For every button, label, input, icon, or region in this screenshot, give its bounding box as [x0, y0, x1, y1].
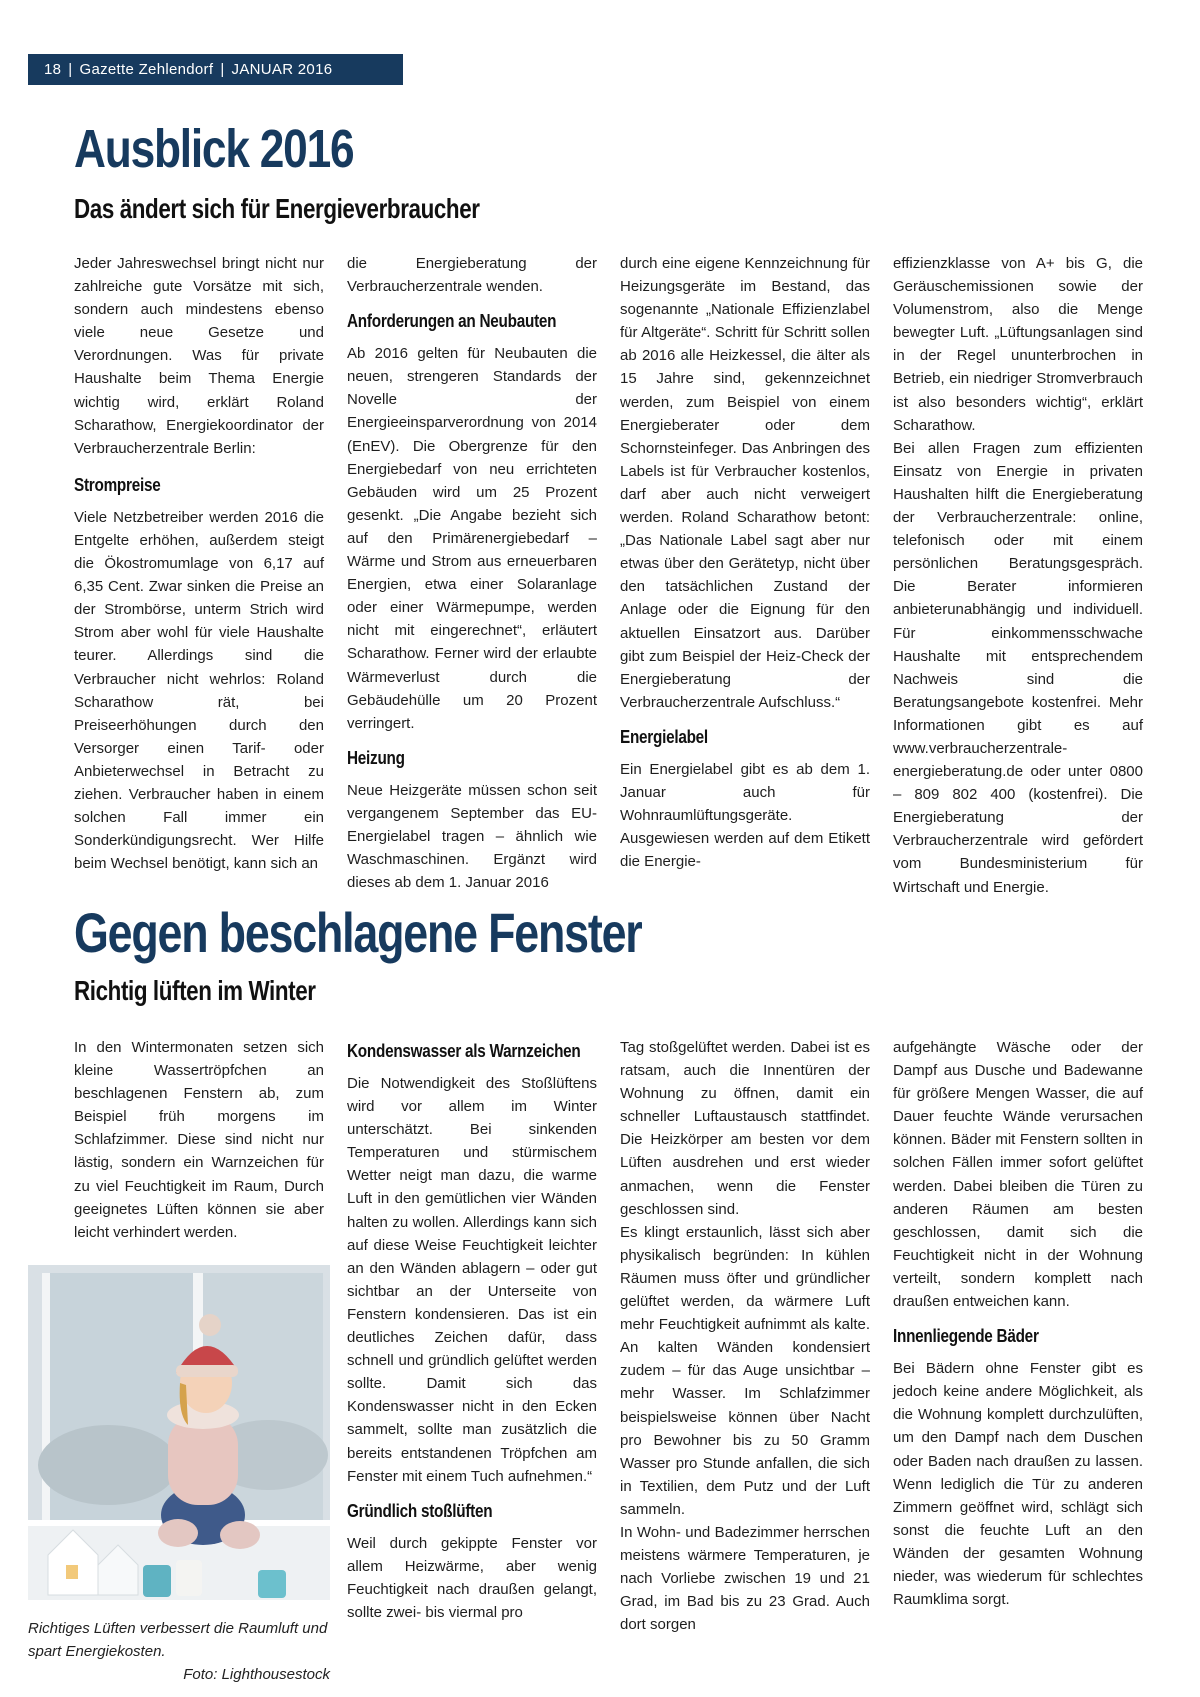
section-heading: Energielabel	[620, 726, 708, 747]
section-heading: Heizung	[347, 747, 405, 768]
paragraph: Es klingt erstaunlich, lässt sich aber physikalisch begründen: In kühlen Räumen muss öfter und gründlicher gelüftet werden, da wärmere Luft mehr Feuchtigkeit aufnimmt als kalte. An kalten Wänden kondensiert zudem – für das Auge unsichtbar – mehr Wasser. Im Schlafzimmer beispielsweise können über Nacht pro Bewohner bis zu 50 Gramm Wasser pro Stunde anfallen, die sich in Textilien, dem Putz und der Luft sammeln.	[620, 1223, 870, 1518]
paragraph: In Wohn- und Badezimmer herrschen meistens wärmere Temperaturen, je nach Vorliebe zwischen 19 und 21 Grad, im Bad bis zu 23 Grad. Auch dort sorgen	[620, 1523, 870, 1634]
paragraph: Neue Heizgeräte müssen schon seit vergangenem September das EU-Energielabel tragen – ähnlich wie Waschmaschinen. Ergänzt wird dieses ab dem 1. Januar 2016	[347, 781, 597, 892]
page-header	[28, 54, 403, 85]
section-heading: Kondenswasser als Warnzeichen	[347, 1041, 581, 1061]
article-intro: Jeder Jahreswechsel bringt nicht nur zahlreiche gute Vorsätze mit sich, sondern auch mindestens ebenso viele neue Gesetze und Verordnungen. Was für private Haushalte beim Thema Energie wichtig wird, erklärt Roland Scharathow, Energiekoordinator der Verbraucherzentrale Berlin:	[74, 255, 324, 457]
article-subtitle: Richtig lüften im Winter	[74, 975, 316, 1006]
paragraph: Bei allen Fragen zum effizienten Einsatz von Energie in privaten Haushalten hilft die Energieberatung der Verbraucherzentrale: online, telefonisch oder mit einem persönlichen Beratungsgespräch. Die Berater informieren anbieterunabhängig und individuell. Für einkommensschwache Haushalte mit entsprechendem Nachweis sind die Beratungsangebote kostenfrei. Mehr Informationen gibt es auf www.verbraucherzentrale-energieberatung.de oder unter 0800 – 809 802 400 (kostenfrei). Die Energieberatung der Verbraucherzentrale wird gefördert vom Bundesministerium für Wirtschaft und Energie.	[893, 439, 1143, 896]
section-heading: Gründlich stoßlüften	[347, 1500, 493, 1521]
paragraph: Ab 2016 gelten für Neubauten die neuen, strengeren Standards der Novelle der Energieeinsparverordnung von 2014 (EnEV). Die Obergrenze für den Energiebedarf von neu errichteten Gebäuden wird um 25 Prozent gesenkt. „Die Angabe bezieht sich auf den Primärenergiebedarf – Wärme und Strom aus erneuerbaren Energien, etwa einer Solaranlage oder einer Wärmepumpe, werden nicht mit eingerechnet“, erläutert Scharathow. Ferner wird der erlaubte Wärmeverlust durch die Gebäudehülle um 20 Prozent verringert.	[347, 345, 597, 732]
paragraph: Weil durch gekippte Fenster vor allem Heizwärme, aber wenig Feuchtigkeit nach draußen gelangt, sollte zwei- bis viermal pro	[347, 1534, 597, 1621]
article2-column-3	[620, 1036, 870, 1636]
publication-name: Gazette Zehlendorf	[79, 61, 214, 78]
paragraph: Die Notwendigkeit des Stoßlüftens wird vor allem im Winter unterschätzt. Bei sinkenden Temperaturen und stürmischem Wetter neigt man dazu, die warme Luft in den gemütlichen vier Wänden halten zu wollen. Allerdings kann sich auf diese Weise Feuchtigkeit leichter an den Wänden ablagern – oder gut sichtbar an der Unterseite von Fenstern kondensieren. Das ist ein deutliches Zeichen dafür, dass schnell und gründlich gelüftet werden sollte. Damit sich das Kondenswasser nicht in den Ecken sammelt, sollte man zusätzlich die bereits entstandenen Tröpfchen am Fenster mit einem Tuch aufnehmen.“	[347, 1075, 597, 1485]
article-subtitle: Das ändert sich für Energieverbraucher	[74, 193, 480, 224]
article2-column-1	[74, 1036, 324, 1244]
issue-date: JANUAR 2016	[231, 61, 333, 78]
article1-column-2	[347, 252, 597, 894]
article2-column-4	[893, 1036, 1143, 1611]
section-heading: Innenliegende Bäder	[893, 1326, 1039, 1347]
header-separator: |	[68, 61, 73, 78]
article2-column-2	[347, 1040, 597, 1624]
paragraph: Viele Netzbetreiber werden 2016 die Entgelte erhöhen, außerdem steigt die Ökostromumlage von 6,17 auf 6,35 Cent. Zwar sinken die Preise an der Strombörse, unterm Strich wird Strom aber wohl für viele Haushalte teurer. Allerdings sind die Verbraucher nicht wehrlos: Roland Scharathow rät, bei Preiseerhöhungen durch den Versorger einen Tarif- oder Anbieterwechsel in Betracht zu ziehen. Verbraucher haben in einem solchen Fall immer ein Sonderkündigungsrecht. Wer Hilfe beim Wechsel benötigt, kann sich an	[74, 508, 324, 873]
article-photo	[28, 1265, 330, 1600]
paragraph: Ein Energielabel gibt es ab dem 1. Januar auch für Wohnraumlüftungsgeräte. Ausgewiesen werden auf dem Etikett die Energie-	[620, 760, 870, 871]
section-heading: Anforderungen an Neubauten	[347, 311, 557, 332]
article1-column-3	[620, 252, 870, 873]
article1-column-4	[893, 252, 1143, 899]
photo-caption	[28, 1617, 330, 1686]
photo-credit: Foto: Lighthousestock	[183, 1666, 330, 1683]
paragraph: effizienzklasse von A+ bis G, die Geräuschemissionen sowie der Volumenstrom, also die Menge bewegter Luft. „Lüftungsanlagen sind in der Regel ununterbrochen in Betrieb, ein niedriger Stromverbrauch ist also besonders wichtig“, erklärt Scharathow.	[893, 255, 1143, 434]
paragraph: die Energieberatung der Verbraucherzentrale wenden.	[347, 255, 597, 296]
article-intro: In den Wintermonaten setzen sich kleine Wassertröpfchen an beschlagenen Fenstern ab, zum Beispiel früh morgens im Schlafzimmer. Diese sind nicht nur lästig, sondern ein Warnzeichen für zu viel Feuchtigkeit im Raum, Durch geeignetes Lüften können sie aber leicht verhindert werden.	[74, 1039, 324, 1241]
caption-text: Richtiges Lüften verbessert die Raumluft und spart Energiekosten.	[28, 1620, 328, 1660]
article-title: Gegen beschlagene Fenster	[74, 901, 642, 964]
header-separator: |	[220, 61, 225, 78]
paragraph: aufgehängte Wäsche oder der Dampf aus Dusche und Badewanne für größere Mengen Wasser, die auf Dauer feuchte Wände verursachen können. Bäder mit Fenstern sollten in solchen Fällen immer sofort gelüftet werden. Dabei bleiben die Türen zu anderen Räumen am besten geschlossen, damit sich die Feuchtigkeit nicht in der Wohnung verteilt, sondern komplett nach draußen entweichen kann.	[893, 1039, 1143, 1311]
paragraph: Bei Bädern ohne Fenster gibt es jedoch keine andere Möglichkeit, als die Wohnung komplett durchzulüften, um den Dampf nach dem Duschen oder Baden nach draußen zu lassen. Wenn lediglich die Tür zu anderen Zimmern geöffnet wird, schlägt sich sonst die feuchte Luft an den Wänden der gesamten Wohnung nieder, was wiederum für schlechtes Raumklima sorgt.	[893, 1360, 1143, 1609]
section-heading: Strompreise	[74, 474, 161, 495]
page-number: 18	[44, 61, 62, 78]
article-title: Ausblick 2016	[74, 119, 354, 179]
paragraph: durch eine eigene Kennzeichnung für Heizungsgeräte im Bestand, das sogenannte „Nationale Effizienzlabel für Altgeräte“. Schritt für Schritt sollen ab 2016 alle Heizkessel, die älter als 15 Jahre sind, gekennzeichnet werden, zum Beispiel von einem Energieberater oder dem Schornsteinfeger. Das Anbringen des Labels ist für Verbraucher kostenlos, darf aber auch nicht verweigert werden. Roland Scharathow betont: „Das Nationale Label sagt aber nur etwas über den Gerätetyp, nicht über den tatsächlichen Zustand der Anlage oder die Eignung für den aktuellen Einsatzort aus. Darüber gibt zum Beispiel der Heiz-Check der Energieberatung der Verbraucherzentrale Aufschluss.“	[620, 255, 870, 711]
photo-girl-at-window	[28, 1265, 330, 1600]
article1-column-1	[74, 252, 324, 875]
paragraph: Tag stoßgelüftet werden. Dabei ist es ratsam, auch die Innentüren der Wohnung zu öffnen, damit ein schneller Luftaustausch stattfindet. Die Heizkörper am besten vor dem Lüften ausdrehen und erst wieder anmachen, wenn die Fenster geschlossen sind.	[620, 1039, 870, 1218]
